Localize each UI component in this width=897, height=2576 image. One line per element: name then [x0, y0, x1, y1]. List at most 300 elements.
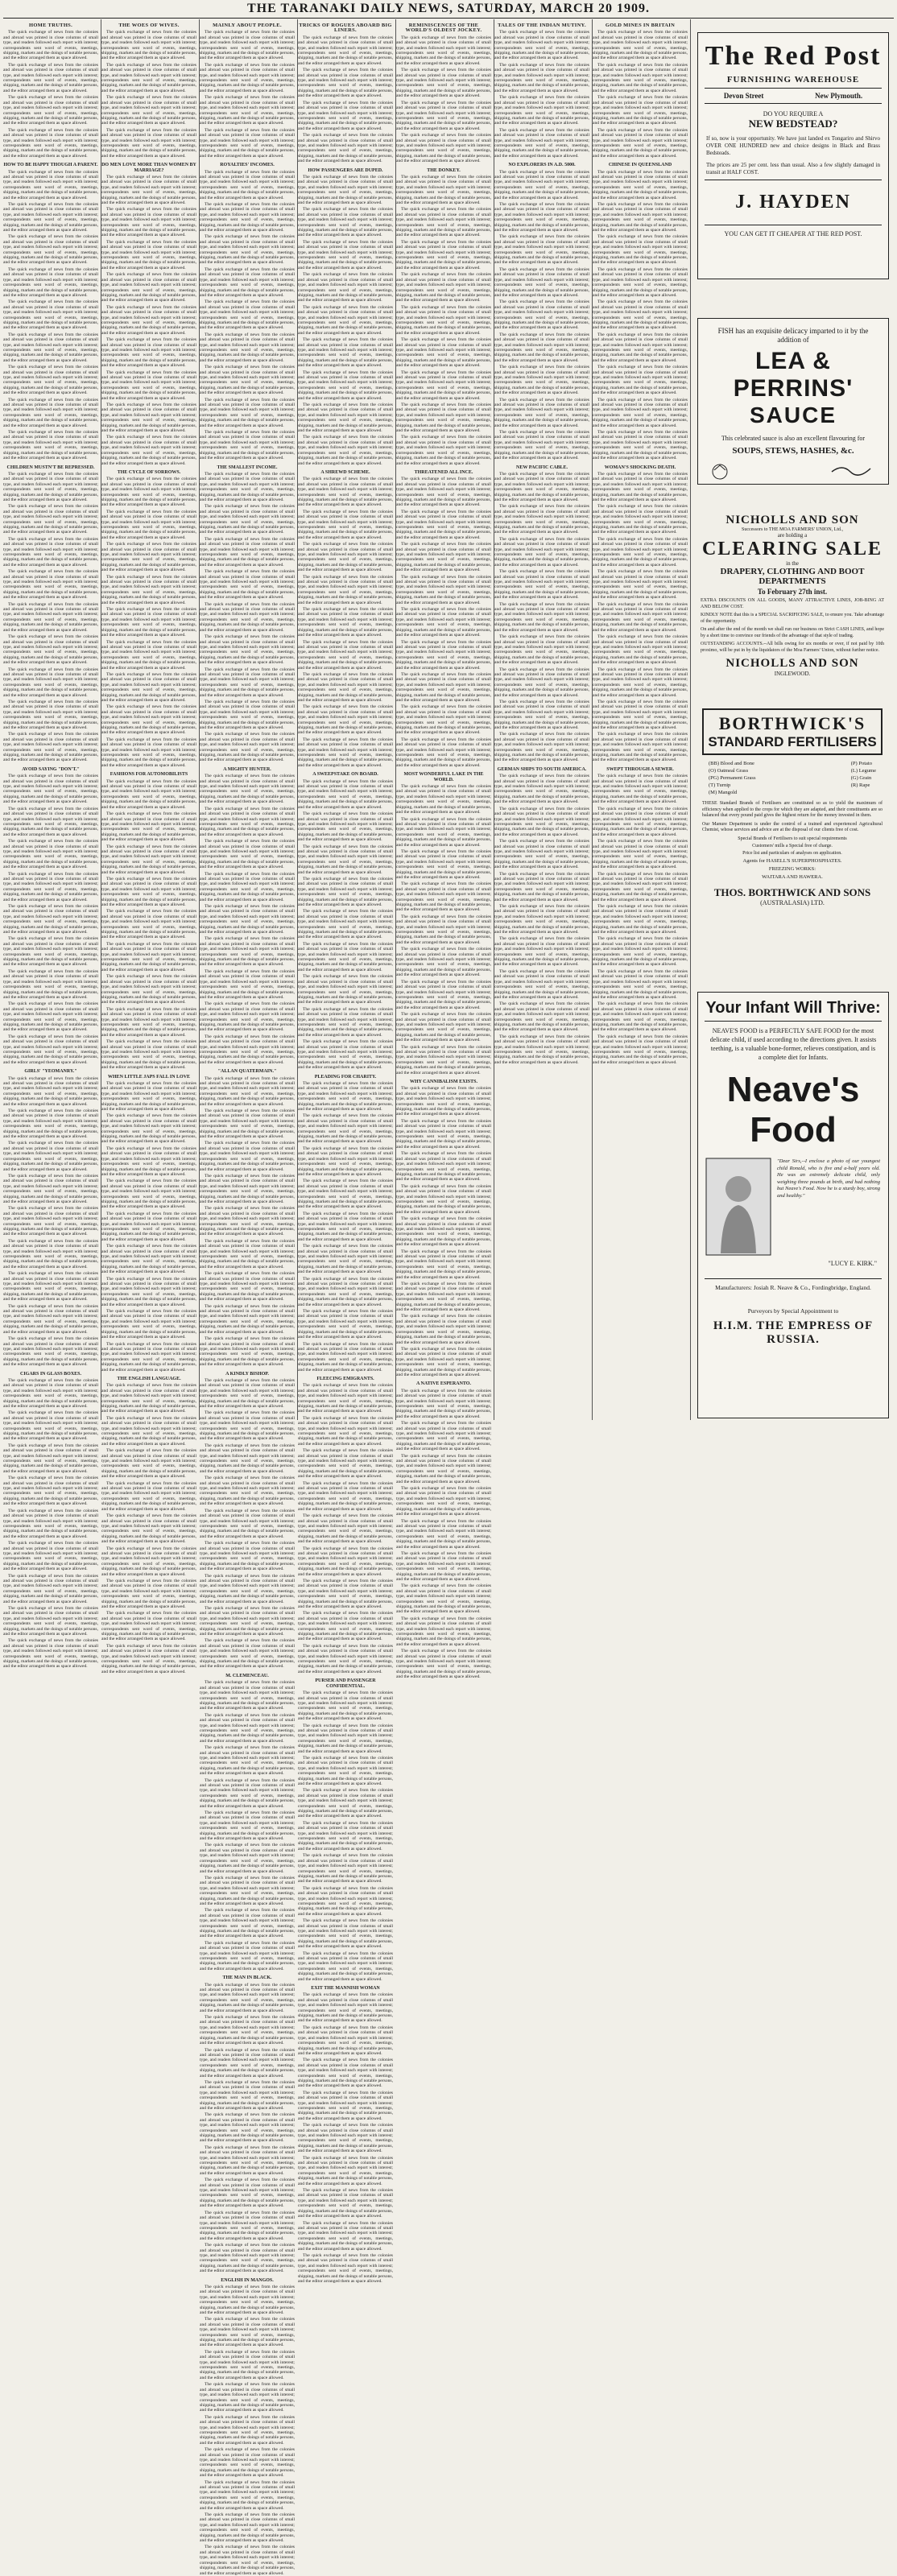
neaves-royal: H.I.M. THE EMPRESS OF RUSSIA.: [713, 1319, 874, 1346]
fertiliser-item: (R) Rape: [850, 782, 870, 788]
borthwick-p8: WAITARA AND HAWERA.: [762, 873, 823, 880]
section-heading: PLEADING FOR CHARITY.: [314, 1074, 377, 1080]
article-paragraph: The quick exchange of news from the colonies and abroad was printed in close columns of small type, and readers followed each report with interest; correspondents sent word of events, meetings, shipping, markets and the doings of notable persons, and the editor arranged them as space allowed.: [593, 839, 688, 870]
article-paragraph: The quick exchange of news from the colonies and abroad was printed in close columns of small type, and readers followed each report with interest; correspondents sent word of events, meetings, shipping, markets and the doings of notable persons, and the editor arranged them as space allowed.: [200, 2512, 295, 2544]
article-paragraph: The quick exchange of news from the colonies and abroad was printed in close columns of small type, and readers followed each report with interest; correspondents sent word of events, meetings, shipping, markets and the doings of notable persons, and the editor arranged them as space allowed.: [200, 1745, 295, 1777]
article-paragraph: The quick exchange of news from the colonies and abroad was printed in close columns of small type, and readers followed each report with interest; correspondents sent word of events, meetings, shipping, markets and the doings of notable persons, and the editor arranged them as space allowed.: [3, 397, 98, 428]
article-paragraph: The quick exchange of news from the colonies and abroad was printed in close columns of small type, and readers followed each report with interest; correspondents sent word of events, meetings, shipping, markets and the doings of notable persons, and the editor arranged them as space allowed.: [200, 1377, 295, 1409]
article-paragraph: The quick exchange of news from the colonies and abroad was printed in close columns of small type, and readers followed each report with interest; correspondents sent word of events, meetings, shipping, markets and the doings of notable persons, and the editor arranged them as space allowed.: [298, 2123, 393, 2154]
article-paragraph: The quick exchange of news from the colonies and abroad was printed in close columns of small type, and readers followed each report with interest; correspondents sent word of events, meetings, shipping, markets and the doings of notable persons, and the editor arranged them as space allowed.: [298, 909, 393, 940]
article-paragraph: The quick exchange of news from the colonies and abroad was printed in close columns of small type, and readers followed each report with interest; correspondents sent word of events, meetings, shipping, markets and the doings of notable persons, and the editor arranged them as space allowed.: [101, 1081, 196, 1113]
article-paragraph: The quick exchange of news from the colonies and abroad was printed in close columns of small type, and readers followed each report with interest; correspondents sent word of events, meetings, shipping, markets and the doings of notable persons, and the editor arranged them as space allowed.: [298, 2188, 393, 2219]
article-paragraph: The quick exchange of news from the colonies and abroad was printed in close columns of small type, and readers followed each report with interest; correspondents sent word of events, meetings, shipping, markets and the doings of notable persons, and the editor arranged them as space allowed.: [396, 1550, 491, 1582]
column-rule: [297, 19, 298, 1420]
article-paragraph: The quick exchange of news from the colonies and abroad was printed in close columns of small type, and readers followed each report with interest; correspondents sent word of events, meetings, shipping, markets and the doings of notable persons, and the editor arranged them as space allowed.: [396, 1012, 491, 1043]
article-paragraph: The quick exchange of news from the colonies and abroad was printed in close columns of small type, and readers followed each report with interest; correspondents sent word of events, meetings, shipping, markets and the doings of notable persons, and the editor arranged them as space allowed.: [494, 95, 589, 126]
article-paragraph: The quick exchange of news from the colonies and abroad was printed in close columns of small type, and readers followed each report with interest; correspondents sent word of events, meetings, shipping, markets and the doings of notable persons, and the editor arranged them as space allowed.: [593, 667, 688, 698]
section-heading: SWEPT THROUGH A SEWER.: [606, 766, 674, 772]
article-paragraph: The quick exchange of news from the colonies and abroad was printed in close columns of small type, and readers followed each report with interest; correspondents sent word of events, meetings, shipping, markets and the doings of notable persons, and the editor arranged them as space allowed.: [200, 2047, 295, 2079]
article-paragraph: The quick exchange of news from the colonies and abroad was printed in close columns of small type, and readers followed each report with interest; correspondents sent word of events, meetings, shipping, markets and the doings of notable persons, and the editor arranged them as space allowed.: [298, 1578, 393, 1609]
article-paragraph: The quick exchange of news from the colonies and abroad was printed in close columns of small type, and readers followed each report with interest; correspondents sent word of events, meetings, shipping, markets and the doings of notable persons, and the editor arranged them as space allowed.: [396, 35, 491, 66]
article-paragraph: The quick exchange of news from the colonies and abroad was printed in close columns of small type, and readers followed each report with interest; correspondents sent word of events, meetings, shipping, markets and the doings of notable persons, and the editor arranged them as space allowed.: [298, 1081, 393, 1113]
red-post-foot: YOU CAN GET IT CHEAPER AT THE RED POST.: [724, 230, 862, 237]
article-paragraph: The quick exchange of news from the colonies and abroad was printed in close columns of small type, and readers followed each report with interest; correspondents sent word of events, meetings, shipping, markets and the doings of notable persons, and the editor arranged them as space allowed.: [3, 1508, 98, 1539]
article-paragraph: The quick exchange of news from the colonies and abroad was printed in close columns of small type, and readers followed each report with interest; correspondents sent word of events, meetings, shipping, markets and the doings of notable persons, and the editor arranged them as space allowed.: [298, 2220, 393, 2252]
section-heading: CIGARS IN GLASS BOXES.: [19, 1371, 82, 1377]
article-paragraph: The quick exchange of news from the colonies and abroad was printed in close columns of small type, and readers followed each report with interest; correspondents sent word of events, meetings, shipping, markets and the doings of notable persons, and the editor arranged them as space allowed.: [298, 2025, 393, 2056]
article-paragraph: The quick exchange of news from the colonies and abroad was printed in close columns of small type, and readers followed each report with interest; correspondents sent word of events, meetings, shipping, markets and the doings of notable persons, and the editor arranged them as space allowed.: [101, 207, 196, 238]
article-paragraph: The quick exchange of news from the colonies and abroad was printed in close columns of small type, and readers followed each report with interest; correspondents sent word of events, meetings, shipping, markets and the doings of notable persons, and the editor arranged them as space allowed.: [200, 904, 295, 935]
news-column: [593, 21, 688, 1420]
article-paragraph: The quick exchange of news from the colonies and abroad was printed in close columns of small type, and readers followed each report with interest; correspondents sent word of events, meetings, shipping, markets and the doings of notable persons, and the editor arranged them as space allowed.: [3, 806, 98, 837]
article-paragraph: The quick exchange of news from the colonies and abroad was printed in close columns of small type, and readers followed each report with interest; correspondents sent word of events, meetings, shipping, markets and the doings of notable persons, and the editor arranged them as space allowed.: [3, 299, 98, 331]
article-paragraph: The quick exchange of news from the colonies and abroad was printed in close columns of small type, and readers followed each report with interest; correspondents sent word of events, meetings, shipping, markets and the doings of notable persons, and the editor arranged them as space allowed.: [3, 471, 98, 502]
article-paragraph: The quick exchange of news from the colonies and abroad was printed in close columns of small type, and readers followed each report with interest; correspondents sent word of events, meetings, shipping, markets and the doings of notable persons, and the editor arranged them as space allowed.: [298, 974, 393, 1005]
article-paragraph: The quick exchange of news from the colonies and abroad was printed in close columns of small type, and readers followed each report with interest; correspondents sent word of events, meetings, shipping, markets and the doings of notable persons, and the editor arranged them as space allowed.: [298, 1448, 393, 1480]
article-paragraph: The quick exchange of news from the colonies and abroad was printed in close columns of small type, and readers followed each report with interest; correspondents sent word of events, meetings, shipping, markets and the doings of notable persons, and the editor arranged them as space allowed.: [200, 1940, 295, 1971]
section-heading: HOW TO BE HAPPY THOUGH A PARENT.: [3, 163, 98, 168]
signature-icon: [830, 462, 878, 477]
article-paragraph: The quick exchange of news from the colonies and abroad was printed in close columns of small type, and readers followed each report with interest; correspondents sent word of events, meetings, shipping, markets and the doings of notable persons, and the editor arranged them as space allowed.: [298, 1006, 393, 1038]
article-paragraph: The quick exchange of news from the colonies and abroad was printed in close columns of small type, and readers followed each report with interest; correspondents sent word of events, meetings, shipping, markets and the doings of notable persons, and the editor arranged them as space allowed.: [494, 299, 589, 331]
article-paragraph: The quick exchange of news from the colonies and abroad was printed in close columns of small type, and readers followed each report with interest; correspondents sent word of events, meetings, shipping, markets and the doings of notable persons, and the editor arranged them as space allowed.: [396, 914, 491, 945]
article-paragraph: The quick exchange of news from the colonies and abroad was printed in close columns of small type, and readers followed each report with interest; correspondents sent word of events, meetings, shipping, markets and the doings of notable persons, and the editor arranged them as space allowed.: [200, 2284, 295, 2315]
article-paragraph: The quick exchange of news from the colonies and abroad was printed in close columns of small type, and readers followed each report with interest; correspondents sent word of events, meetings, shipping, markets and the doings of notable persons, and the editor arranged them as space allowed.: [593, 266, 688, 298]
article-paragraph: The quick exchange of news from the colonies and abroad was printed in close columns of small type, and readers followed each report with interest; correspondents sent word of events, meetings, shipping, markets and the doings of notable persons, and the editor arranged them as space allowed.: [396, 1282, 491, 1313]
article-paragraph: The quick exchange of news from the colonies and abroad was printed in close columns of small type, and readers followed each report with interest; correspondents sent word of events, meetings, shipping, markets and the doings of notable persons, and the editor arranged them as space allowed.: [101, 909, 196, 940]
article-paragraph: The quick exchange of news from the colonies and abroad was printed in close columns of small type, and readers followed each report with interest; correspondents sent word of events, meetings, shipping, markets and the doings of notable persons, and the editor arranged them as space allowed.: [298, 1951, 393, 1982]
article-paragraph: The quick exchange of news from the colonies and abroad was printed in close columns of small type, and readers followed each report with interest; correspondents sent word of events, meetings, shipping, markets and the doings of notable persons, and the editor arranged them as space allowed.: [298, 737, 393, 768]
article-paragraph: The quick exchange of news from the colonies and abroad was printed in close columns of small type, and readers followed each report with interest; correspondents sent word of events, meetings, shipping, markets and the doings of notable persons, and the editor arranged them as space allowed.: [593, 95, 688, 126]
article-paragraph: The quick exchange of news from the colonies and abroad was printed in close columns of small type, and readers followed each report with interest; correspondents sent word of events, meetings, shipping, markets and the doings of notable persons, and the editor arranged them as space allowed.: [298, 1992, 393, 2024]
article-paragraph: The quick exchange of news from the colonies and abroad was printed in close columns of small type, and readers followed each report with interest; correspondents sent word of events, meetings, shipping, markets and the doings of notable persons, and the editor arranged them as space allowed.: [494, 936, 589, 968]
article-paragraph: The quick exchange of news from the colonies and abroad was printed in close columns of small type, and readers followed each report with interest; correspondents sent word of events, meetings, shipping, markets and the doings of notable persons, and the editor arranged them as space allowed.: [200, 1982, 295, 2013]
article-paragraph: The quick exchange of news from the colonies and abroad was printed in close columns of small type, and readers followed each report with interest; correspondents sent word of events, meetings, shipping, markets and the doings of notable persons, and the editor arranged them as space allowed.: [101, 239, 196, 270]
article-paragraph: The quick exchange of news from the colonies and abroad was printed in close columns of small type, and readers followed each report with interest; correspondents sent word of events, meetings, shipping, markets and the doings of notable persons, and the editor arranged them as space allowed.: [298, 435, 393, 466]
article-paragraph: The quick exchange of news from the colonies and abroad was printed in close columns of small type, and readers followed each report with interest; correspondents sent word of events, meetings, shipping, markets and the doings of notable persons, and the editor arranged them as space allowed.: [298, 100, 393, 131]
article-paragraph: The quick exchange of news from the colonies and abroad was printed in close columns of small type, and readers followed each report with interest; correspondents sent word of events, meetings, shipping, markets and the doings of notable persons, and the editor arranged them as space allowed.: [3, 1410, 98, 1442]
article-paragraph: The quick exchange of news from the colonies and abroad was printed in close columns of small type, and readers followed each report with interest; correspondents sent word of events, meetings, shipping, markets and the doings of notable persons, and the editor arranged them as space allowed.: [298, 1788, 393, 1819]
article-paragraph: The quick exchange of news from the colonies and abroad was printed in close columns of small type, and readers followed each report with interest; correspondents sent word of events, meetings, shipping, markets and the doings of notable persons, and the editor arranged them as space allowed.: [200, 839, 295, 870]
article-paragraph: The quick exchange of news from the colonies and abroad was printed in close columns of small type, and readers followed each report with interest; correspondents sent word of events, meetings, shipping, markets and the doings of notable persons, and the editor arranged them as space allowed.: [3, 1573, 98, 1604]
section-heading: "ALLAN QUATERMAIN.": [217, 1069, 277, 1075]
article-paragraph: The quick exchange of news from the colonies and abroad was printed in close columns of small type, and readers followed each report with interest; correspondents sent word of events, meetings, shipping, markets and the doings of notable persons, and the editor arranged them as space allowed.: [593, 62, 688, 93]
article-paragraph: The quick exchange of news from the colonies and abroad was printed in close columns of small type, and readers followed each report with interest; correspondents sent word of events, meetings, shipping, markets and the doings of notable persons, and the editor arranged them as space allowed.: [200, 1108, 295, 1140]
article-paragraph: The quick exchange of news from the colonies and abroad was printed in close columns of small type, and readers followed each report with interest; correspondents sent word of events, meetings, shipping, markets and the doings of notable persons, and the editor arranged them as space allowed.: [200, 1173, 295, 1204]
section-heading: DO MEN LOVE MORE THAN WOMEN BY MARRIAGE?: [101, 163, 196, 173]
nicholls-advert: [697, 514, 887, 692]
article-paragraph: The quick exchange of news from the colonies and abroad was printed in close columns of small type, and readers followed each report with interest; correspondents sent word of events, meetings, shipping, markets and the doings of notable persons, and the editor arranged them as space allowed.: [494, 667, 589, 698]
column-heading: REMINISCENCES OF THE WORLD'S OLDEST JOCKEY.: [405, 23, 482, 34]
article-paragraph: The quick exchange of news from the colonies and abroad was printed in close columns of small type, and readers followed each report with interest; correspondents sent word of events, meetings, shipping, markets and the doings of notable persons, and the editor arranged them as space allowed.: [101, 30, 196, 61]
article-paragraph: The quick exchange of news from the colonies and abroad was printed in close columns of small type, and readers followed each report with interest; correspondents sent word of events, meetings, shipping, markets and the doings of notable persons, and the editor arranged them as space allowed.: [3, 266, 98, 298]
article-paragraph: The quick exchange of news from the colonies and abroad was printed in close columns of small type, and readers followed each report with interest; correspondents sent word of events, meetings, shipping, markets and the doings of notable persons, and the editor arranged them as space allowed.: [200, 169, 295, 200]
article-paragraph: The quick exchange of news from the colonies and abroad was printed in close columns of small type, and readers followed each report with interest; correspondents sent word of events, meetings, shipping, markets and the doings of notable persons, and the editor arranged them as space allowed.: [200, 2210, 295, 2241]
column-heading: TRICKS OF ROGUES ABOARD BIG LINERS.: [299, 23, 392, 34]
fertiliser-item: (O) Oatmeal Grass: [709, 768, 749, 774]
article-paragraph: The quick exchange of news from the colonies and abroad was printed in close columns of small type, and readers followed each report with interest; correspondents sent word of events, meetings, shipping, markets and the doings of notable persons, and the editor arranged them as space allowed.: [593, 471, 688, 502]
article-paragraph: The quick exchange of news from the colonies and abroad was printed in close columns of small type, and readers followed each report with interest; correspondents sent word of events, meetings, shipping, markets and the doings of notable persons, and the editor arranged them as space allowed.: [298, 1546, 393, 1577]
section-heading: THE ENGLISH LANGUAGE.: [117, 1376, 181, 1381]
article-paragraph: The quick exchange of news from the colonies and abroad was printed in close columns of small type, and readers followed each report with interest; correspondents sent word of events, meetings, shipping, markets and the doings of notable persons, and the editor arranged them as space allowed.: [3, 1141, 98, 1172]
article-paragraph: The quick exchange of news from the colonies and abroad was printed in close columns of small type, and readers followed each report with interest; correspondents sent word of events, meetings, shipping, markets and the doings of notable persons, and the editor arranged them as space allowed.: [298, 811, 393, 843]
fertiliser-item: (L) Legume: [850, 768, 876, 774]
nicholls-p3: On and after the end of the month we shall run our business on Strict CASH LINES, and hope by a short time to convince our friends of the advantage of that style of trading.: [701, 627, 884, 638]
article-paragraph: The quick exchange of news from the colonies and abroad was printed in close columns of small type, and readers followed each report with interest; correspondents sent word of events, meetings, shipping, markets and the doings of notable persons, and the editor arranged them as space allowed.: [101, 844, 196, 875]
article-paragraph: The quick exchange of news from the colonies and abroad was printed in close columns of small type, and readers followed each report with interest; correspondents sent word of events, meetings, shipping, markets and the doings of notable persons, and the editor arranged them as space allowed.: [200, 1075, 295, 1107]
section-heading: GIRLS' "YEOMANRY.": [24, 1069, 77, 1075]
article-paragraph: The quick exchange of news from the colonies and abroad was printed in close columns of small type, and readers followed each report with interest; correspondents sent word of events, meetings, shipping, markets and the doings of notable persons, and the editor arranged them as space allowed.: [494, 266, 589, 298]
article-paragraph: The quick exchange of news from the colonies and abroad was printed in close columns of small type, and readers followed each report with interest; correspondents sent word of events, meetings, shipping, markets and the doings of notable persons, and the editor arranged them as space allowed.: [101, 369, 196, 401]
article-paragraph: The quick exchange of news from the colonies and abroad was printed in close columns of small type, and readers followed each report with interest; correspondents sent word of events, meetings, shipping, markets and the doings of notable persons, and the editor arranged them as space allowed.: [298, 607, 393, 638]
article-paragraph: The quick exchange of news from the colonies and abroad was printed in close columns of small type, and readers followed each report with interest; correspondents sent word of events, meetings, shipping, markets and the doings of notable persons, and the editor arranged them as space allowed.: [494, 1034, 589, 1065]
article-paragraph: The quick exchange of news from the colonies and abroad was printed in close columns of small type, and readers followed each report with interest; correspondents sent word of events, meetings, shipping, markets and the doings of notable persons, and the editor arranged them as space allowed.: [200, 266, 295, 298]
article-paragraph: The quick exchange of news from the colonies and abroad was printed in close columns of small type, and readers followed each report with interest; correspondents sent word of events, meetings, shipping, markets and the doings of notable persons, and the editor arranged them as space allowed.: [200, 1810, 295, 1842]
article-paragraph: The quick exchange of news from the colonies and abroad was printed in close columns of small type, and readers followed each report with interest; correspondents sent word of events, meetings, shipping, markets and the doings of notable persons, and the editor arranged them as space allowed.: [593, 968, 688, 1000]
red-post-body: If so, now is your opportunity. We have just landed ex Tongariro and Shirvo OVER ONE HUNDRED new and choice designs in Black and Brass Bedsteads.: [706, 135, 880, 156]
neaves-head: Your Infant Will Thrive:: [705, 999, 881, 1017]
article-paragraph: The quick exchange of news from the colonies and abroad was printed in close columns of small type, and readers followed each report with interest; correspondents sent word of events, meetings, shipping, markets and the doings of notable persons, and the editor arranged them as space allowed.: [200, 1271, 295, 1302]
article-paragraph: The quick exchange of news from the colonies and abroad was printed in close columns of small type, and readers followed each report with interest; correspondents sent word of events, meetings, shipping, markets and the doings of notable persons, and the editor arranged them as space allowed.: [200, 601, 295, 633]
article-paragraph: The quick exchange of news from the colonies and abroad was printed in close columns of small type, and readers followed each report with interest; correspondents sent word of events, meetings, shipping, markets and the doings of notable persons, and the editor arranged them as space allowed.: [101, 737, 196, 768]
article-paragraph: The quick exchange of news from the colonies and abroad was printed in close columns of small type, and readers followed each report with interest; correspondents sent word of events, meetings, shipping, markets and the doings of notable persons, and the editor arranged them as space allowed.: [298, 369, 393, 401]
article-paragraph: The quick exchange of news from the colonies and abroad was printed in close columns of small type, and readers followed each report with interest; correspondents sent word of events, meetings, shipping, markets and the doings of notable persons, and the editor arranged them as space allowed.: [396, 509, 491, 540]
article-paragraph: The quick exchange of news from the colonies and abroad was printed in close columns of small type, and readers followed each report with interest; correspondents sent word of events, meetings, shipping, markets and the doings of notable persons, and the editor arranged them as space allowed.: [3, 936, 98, 968]
article-paragraph: The quick exchange of news from the colonies and abroad was printed in close columns of small type, and readers followed each report with interest; correspondents sent word of events, meetings, shipping, markets and the doings of notable persons, and the editor arranged them as space allowed.: [101, 1578, 196, 1609]
section-heading: M. CLEMENCEAU.: [225, 1673, 269, 1678]
article-paragraph: The quick exchange of news from the colonies and abroad was printed in close columns of small type, and readers followed each report with interest; correspondents sent word of events, meetings, shipping, markets and the doings of notable persons, and the editor arranged them as space allowed.: [200, 234, 295, 266]
column-heading: HOME TRUTHS.: [28, 23, 73, 28]
article-paragraph: The quick exchange of news from the colonies and abroad was printed in close columns of small type, and readers followed each report with interest; correspondents sent word of events, meetings, shipping, markets and the doings of notable persons, and the editor arranged them as space allowed.: [3, 1377, 98, 1409]
article-paragraph: The quick exchange of news from the colonies and abroad was printed in close columns of small type, and readers followed each report with interest; correspondents sent word of events, meetings, shipping, markets and the doings of notable persons, and the editor arranged them as space allowed.: [101, 127, 196, 159]
article-paragraph: The quick exchange of news from the colonies and abroad was printed in close columns of small type, and readers followed each report with interest; correspondents sent word of events, meetings, shipping, markets and the doings of notable persons, and the editor arranged them as space allowed.: [101, 1244, 196, 1275]
article-paragraph: The quick exchange of news from the colonies and abroad was printed in close columns of small type, and readers followed each report with interest; correspondents sent word of events, meetings, shipping, markets and the doings of notable persons, and the editor arranged them as space allowed.: [396, 477, 491, 508]
article-paragraph: The quick exchange of news from the colonies and abroad was printed in close columns of small type, and readers followed each report with interest; correspondents sent word of events, meetings, shipping, markets and the doings of notable persons, and the editor arranged them as space allowed.: [200, 1680, 295, 1711]
article-paragraph: The quick exchange of news from the colonies and abroad was printed in close columns of small type, and readers followed each report with interest; correspondents sent word of events, meetings, shipping, markets and the doings of notable persons, and the editor arranged them as space allowed.: [200, 365, 295, 396]
article-paragraph: The quick exchange of news from the colonies and abroad was printed in close columns of small type, and readers followed each report with interest; correspondents sent word of events, meetings, shipping, markets and the doings of notable persons, and the editor arranged them as space allowed.: [200, 1875, 295, 1906]
section-heading: EXIT THE MANNISH WOMAN: [311, 1986, 380, 1992]
article-paragraph: The quick exchange of news from the colonies and abroad was printed in close columns of small type, and readers followed each report with interest; correspondents sent word of events, meetings, shipping, markets and the doings of notable persons, and the editor arranged them as space allowed.: [101, 778, 196, 810]
nicholls-p4: OUTSTANDING ACCOUNTS.--All bills owing for six months or over, if not paid by 10th proximo, will be put in by the liquidators of the Moa Farmers' Union, without further notice.: [701, 642, 884, 653]
article-paragraph: The quick exchange of news from the colonies and abroad was printed in close columns of small type, and readers followed each report with interest; correspondents sent word of events, meetings, shipping, markets and the doings of notable persons, and the editor arranged them as space allowed.: [593, 774, 688, 805]
article-paragraph: The quick exchange of news from the colonies and abroad was printed in close columns of small type, and readers followed each report with interest; correspondents sent word of events, meetings, shipping, markets and the doings of notable persons, and the editor arranged them as space allowed.: [200, 2015, 295, 2046]
nicholls-place: INGLEWOOD.: [774, 671, 811, 677]
article-paragraph: The quick exchange of news from the colonies and abroad was printed in close columns of small type, and readers followed each report with interest; correspondents sent word of events, meetings, shipping, markets and the doings of notable persons, and the editor arranged them as space allowed.: [3, 536, 98, 568]
article-paragraph: The quick exchange of news from the colonies and abroad was printed in close columns of small type, and readers followed each report with interest; correspondents sent word of events, meetings, shipping, markets and the doings of notable persons, and the editor arranged them as space allowed.: [494, 471, 589, 502]
article-paragraph: The quick exchange of news from the colonies and abroad was printed in close columns of small type, and readers followed each report with interest; correspondents sent word of events, meetings, shipping, markets and the doings of notable persons, and the editor arranged them as space allowed.: [396, 100, 491, 131]
article-paragraph: The quick exchange of news from the colonies and abroad was printed in close columns of small type, and readers followed each report with interest; correspondents sent word of events, meetings, shipping, markets and the doings of notable persons, and the editor arranged them as space allowed.: [593, 634, 688, 666]
article-paragraph: The quick exchange of news from the colonies and abroad was printed in close columns of small type, and readers followed each report with interest; correspondents sent word of events, meetings, shipping, markets and the doings of notable persons, and the editor arranged them as space allowed.: [593, 430, 688, 461]
article-paragraph: The quick exchange of news from the colonies and abroad was printed in close columns of small type, and readers followed each report with interest; correspondents sent word of events, meetings, shipping, markets and the doings of notable persons, and the editor arranged them as space allowed.: [298, 941, 393, 972]
article-paragraph: The quick exchange of news from the colonies and abroad was printed in close columns of small type, and readers followed each report with interest; correspondents sent word of events, meetings, shipping, markets and the doings of notable persons, and the editor arranged them as space allowed.: [298, 1513, 393, 1545]
borthwick-name: THOS. BORTHWICK AND SONS: [713, 886, 871, 898]
article-paragraph: The quick exchange of news from the colonies and abroad was printed in close columns of small type, and readers followed each report with interest; correspondents sent word of events, meetings, shipping, markets and the doings of notable persons, and the editor arranged them as space allowed.: [200, 1238, 295, 1269]
article-paragraph: The quick exchange of news from the colonies and abroad was printed in close columns of small type, and readers followed each report with interest; correspondents sent word of events, meetings, shipping, markets and the doings of notable persons, and the editor arranged them as space allowed.: [396, 639, 491, 671]
lea-desc: This celebrated sauce is also an excellent flavouring for: [721, 435, 866, 442]
article-paragraph: The quick exchange of news from the colonies and abroad was printed in close columns of small type, and readers followed each report with interest; correspondents sent word of events, meetings, shipping, markets and the doings of notable persons, and the editor arranged them as space allowed.: [200, 471, 295, 502]
article-paragraph: The quick exchange of news from the colonies and abroad was printed in close columns of small type, and readers followed each report with interest; correspondents sent word of events, meetings, shipping, markets and the doings of notable persons, and the editor arranged them as space allowed.: [200, 30, 295, 61]
fertiliser-item: (BB) Blood and Bone: [709, 761, 754, 766]
article-paragraph: The quick exchange of news from the colonies and abroad was printed in close columns of small type, and readers followed each report with interest; correspondents sent word of events, meetings, shipping, markets and the doings of notable persons, and the editor arranged them as space allowed.: [298, 1309, 393, 1340]
article-paragraph: The quick exchange of news from the colonies and abroad was printed in close columns of small type, and readers followed each report with interest; correspondents sent word of events, meetings, shipping, markets and the doings of notable persons, and the editor arranged them as space allowed.: [494, 806, 589, 837]
nicholls-departments: DRAPERY, CLOTHING AND BOOT DEPARTMENTS: [720, 567, 865, 586]
nicholls-name-2: NICHOLLS AND SON: [725, 657, 859, 670]
article-paragraph: The quick exchange of news from the colonies and abroad was printed in close columns of small type, and readers followed each report with interest; correspondents sent word of events, meetings, shipping, markets and the doings of notable persons, and the editor arranged them as space allowed.: [101, 1341, 196, 1373]
neaves-signature: "LUCY E. KIRK.": [828, 1260, 877, 1267]
article-paragraph: The quick exchange of news from the colonies and abroad was printed in close columns of small type, and readers followed each report with interest; correspondents sent word of events, meetings, shipping, markets and the doings of notable persons, and the editor arranged them as space allowed.: [200, 1410, 295, 1442]
article-paragraph: The quick exchange of news from the colonies and abroad was printed in close columns of small type, and readers followed each report with interest; correspondents sent word of events, meetings, shipping, markets and the doings of notable persons, and the editor arranged them as space allowed.: [298, 1383, 393, 1414]
article-paragraph: The quick exchange of news from the colonies and abroad was printed in close columns of small type, and readers followed each report with interest; correspondents sent word of events, meetings, shipping, markets and the doings of notable persons, and the editor arranged them as space allowed.: [3, 1638, 98, 1670]
article-paragraph: The quick exchange of news from the colonies and abroad was printed in close columns of small type, and readers followed each report with interest; correspondents sent word of events, meetings, shipping, markets and the doings of notable persons, and the editor arranged them as space allowed.: [200, 1141, 295, 1172]
article-paragraph: The quick exchange of news from the colonies and abroad was printed in close columns of small type, and readers followed each report with interest; correspondents sent word of events, meetings, shipping, markets and the doings of notable persons, and the editor arranged them as space allowed.: [593, 601, 688, 633]
article-paragraph: The quick exchange of news from the colonies and abroad was printed in close columns of small type, and readers followed each report with interest; correspondents sent word of events, meetings, shipping, markets and the doings of notable persons, and the editor arranged them as space allowed.: [494, 397, 589, 428]
article-paragraph: The quick exchange of news from the colonies and abroad was printed in close columns of small type, and readers followed each report with interest; correspondents sent word of events, meetings, shipping, markets and the doings of notable persons, and the editor arranged them as space allowed.: [101, 1179, 196, 1210]
article-paragraph: The quick exchange of news from the colonies and abroad was printed in close columns of small type, and readers followed each report with interest; correspondents sent word of events, meetings, shipping, markets and the doings of notable persons, and the editor arranged them as space allowed.: [3, 1173, 98, 1204]
lea-perrins-advert: [697, 318, 889, 485]
article-paragraph: The quick exchange of news from the colonies and abroad was printed in close columns of small type, and readers followed each report with interest; correspondents sent word of events, meetings, shipping, markets and the doings of notable persons, and the editor arranged them as space allowed.: [200, 2414, 295, 2446]
article-paragraph: The quick exchange of news from the colonies and abroad was printed in close columns of small type, and readers followed each report with interest; correspondents sent word of events, meetings, shipping, markets and the doings of notable persons, and the editor arranged them as space allowed.: [200, 1001, 295, 1033]
nicholls-till: To February 27th inst.: [757, 588, 828, 596]
article-paragraph: The quick exchange of news from the colonies and abroad was printed in close columns of small type, and readers followed each report with interest; correspondents sent word of events, meetings, shipping, markets and the doings of notable persons, and the editor arranged them as space allowed.: [200, 1541, 295, 1572]
section-heading: CHILDREN MUSTN'T BE REPRESSED.: [6, 464, 95, 470]
article-paragraph: The quick exchange of news from the colonies and abroad was printed in close columns of small type, and readers followed each report with interest; correspondents sent word of events, meetings, shipping, markets and the doings of notable persons, and the editor arranged them as space allowed.: [101, 509, 196, 540]
section-heading: WOMAN'S SHOCKING DEATH.: [604, 464, 676, 470]
section-heading: A SWEEPSTAKE ON BOARD.: [312, 772, 378, 778]
section-heading: THE SMALLEST INCOME.: [217, 464, 278, 470]
article-paragraph: The quick exchange of news from the colonies and abroad was printed in close columns of small type, and readers followed each report with interest; correspondents sent word of events, meetings, shipping, markets and the doings of notable persons, and the editor arranged them as space allowed.: [3, 774, 98, 805]
article-paragraph: The quick exchange of news from the colonies and abroad was printed in close columns of small type, and readers followed each report with interest; correspondents sent word of events, meetings, shipping, markets and the doings of notable persons, and the editor arranged them as space allowed.: [101, 402, 196, 434]
article-paragraph: The quick exchange of news from the colonies and abroad was printed in close columns of small type, and readers followed each report with interest; correspondents sent word of events, meetings, shipping, markets and the doings of notable persons, and the editor arranged them as space allowed.: [101, 574, 196, 605]
article-paragraph: The quick exchange of news from the colonies and abroad was printed in close columns of small type, and readers followed each report with interest; correspondents sent word of events, meetings, shipping, markets and the doings of notable persons, and the editor arranged them as space allowed.: [396, 737, 491, 768]
article-paragraph: The quick exchange of news from the colonies and abroad was printed in close columns of small type, and readers followed each report with interest; correspondents sent word of events, meetings, shipping, markets and the doings of notable persons, and the editor arranged them as space allowed.: [101, 1513, 196, 1545]
fertiliser-list-right: [851, 760, 876, 796]
article-paragraph: The quick exchange of news from the colonies and abroad was printed in close columns of small type, and readers followed each report with interest; correspondents sent word of events, meetings, shipping, markets and the doings of notable persons, and the editor arranged them as space allowed.: [593, 169, 688, 200]
article-paragraph: The quick exchange of news from the colonies and abroad was printed in close columns of small type, and readers followed each report with interest; correspondents sent word of events, meetings, shipping, markets and the doings of notable persons, and the editor arranged them as space allowed.: [298, 1755, 393, 1786]
article-paragraph: The quick exchange of news from the colonies and abroad was printed in close columns of small type, and readers followed each report with interest; correspondents sent word of events, meetings, shipping, markets and the doings of notable persons, and the editor arranged them as space allowed.: [396, 239, 491, 270]
article-paragraph: The quick exchange of news from the colonies and abroad was printed in close columns of small type, and readers followed each report with interest; correspondents sent word of events, meetings, shipping, markets and the doings of notable persons, and the editor arranged them as space allowed.: [200, 1843, 295, 1874]
news-column: [494, 21, 589, 1420]
neaves-p1: NEAVE'S FOOD is a PERFECTLY SAFE FOOD for the most delicate child, if used according to the directions given. It assists teething, is a valuable bone-former, relieves constipation, and is a complete diet for Infants.: [709, 1027, 877, 1061]
article-paragraph: The quick exchange of news from the colonies and abroad was printed in close columns of small type, and readers followed each report with interest; correspondents sent word of events, meetings, shipping, markets and the doings of notable persons, and the editor arranged them as space allowed.: [200, 2178, 295, 2209]
article-paragraph: The quick exchange of news from the colonies and abroad was printed in close columns of small type, and readers followed each report with interest; correspondents sent word of events, meetings, shipping, markets and the doings of notable persons, and the editor arranged them as space allowed.: [200, 1508, 295, 1539]
article-paragraph: The quick exchange of news from the colonies and abroad was printed in close columns of small type, and readers followed each report with interest; correspondents sent word of events, meetings, shipping, markets and the doings of notable persons, and the editor arranged them as space allowed.: [3, 365, 98, 396]
article-paragraph: The quick exchange of news from the colonies and abroad was printed in close columns of small type, and readers followed each report with interest; correspondents sent word of events, meetings, shipping, markets and the doings of notable persons, and the editor arranged them as space allowed.: [101, 1643, 196, 1674]
red-post-prices: The prices are 25 per cent. less than usual. Also a few slightly damaged in transit at HALF COST.: [706, 162, 880, 175]
article-paragraph: The quick exchange of news from the colonies and abroad was printed in close columns of small type, and readers followed each report with interest; correspondents sent word of events, meetings, shipping, markets and the doings of notable persons, and the editor arranged them as space allowed.: [396, 1118, 491, 1150]
article-paragraph: The quick exchange of news from the colonies and abroad was printed in close columns of small type, and readers followed each report with interest; correspondents sent word of events, meetings, shipping, markets and the doings of notable persons, and the editor arranged them as space allowed.: [200, 95, 295, 126]
article-paragraph: The quick exchange of news from the colonies and abroad was printed in close columns of small type, and readers followed each report with interest; correspondents sent word of events, meetings, shipping, markets and the doings of notable persons, and the editor arranged them as space allowed.: [494, 968, 589, 1000]
article-paragraph: The quick exchange of news from the colonies and abroad was printed in close columns of small type, and readers followed each report with interest; correspondents sent word of events, meetings, shipping, markets and the doings of notable persons, and the editor arranged them as space allowed.: [101, 1383, 196, 1414]
article-paragraph: The quick exchange of news from the colonies and abroad was printed in close columns of small type, and readers followed each report with interest; correspondents sent word of events, meetings, shipping, markets and the doings of notable persons, and the editor arranged them as space allowed.: [200, 1638, 295, 1670]
article-paragraph: The quick exchange of news from the colonies and abroad was printed in close columns of small type, and readers followed each report with interest; correspondents sent word of events, meetings, shipping, markets and the doings of notable persons, and the editor arranged them as space allowed.: [101, 811, 196, 843]
article-paragraph: The quick exchange of news from the colonies and abroad was printed in close columns of small type, and readers followed each report with interest; correspondents sent word of events, meetings, shipping, markets and the doings of notable persons, and the editor arranged them as space allowed.: [593, 732, 688, 763]
article-paragraph: The quick exchange of news from the colonies and abroad was printed in close columns of small type, and readers followed each report with interest; correspondents sent word of events, meetings, shipping, markets and the doings of notable persons, and the editor arranged them as space allowed.: [298, 1820, 393, 1852]
article-paragraph: The quick exchange of news from the colonies and abroad was printed in close columns of small type, and readers followed each report with interest; correspondents sent word of events, meetings, shipping, markets and the doings of notable persons, and the editor arranged them as space allowed.: [3, 169, 98, 200]
article-paragraph: The quick exchange of news from the colonies and abroad was printed in close columns of small type, and readers followed each report with interest; correspondents sent word of events, meetings, shipping, markets and the doings of notable persons, and the editor arranged them as space allowed.: [101, 1113, 196, 1145]
article-paragraph: The quick exchange of news from the colonies and abroad was printed in close columns of small type, and readers followed each report with interest; correspondents sent word of events, meetings, shipping, markets and the doings of notable persons, and the editor arranged them as space allowed.: [200, 2349, 295, 2380]
child-photo-icon: [706, 1158, 771, 1255]
article-paragraph: The quick exchange of news from the colonies and abroad was printed in close columns of small type, and readers followed each report with interest; correspondents sent word of events, meetings, shipping, markets and the doings of notable persons, and the editor arranged them as space allowed.: [593, 30, 688, 61]
article-paragraph: The quick exchange of news from the colonies and abroad was printed in close columns of small type, and readers followed each report with interest; correspondents sent word of events, meetings, shipping, markets and the doings of notable persons, and the editor arranged them as space allowed.: [298, 704, 393, 736]
article-paragraph: The quick exchange of news from the colonies and abroad was printed in close columns of small type, and readers followed each report with interest; correspondents sent word of events, meetings, shipping, markets and the doings of notable persons, and the editor arranged them as space allowed.: [200, 397, 295, 428]
article-paragraph: The quick exchange of news from the colonies and abroad was printed in close columns of small type, and readers followed each report with interest; correspondents sent word of events, meetings, shipping, markets and the doings of notable persons, and the editor arranged them as space allowed.: [396, 542, 491, 573]
article-paragraph: The quick exchange of news from the colonies and abroad was printed in close columns of small type, and readers followed each report with interest; correspondents sent word of events, meetings, shipping, markets and the doings of notable persons, and the editor arranged them as space allowed.: [3, 1336, 98, 1368]
article-paragraph: The quick exchange of news from the colonies and abroad was printed in close columns of small type, and readers followed each report with interest; correspondents sent word of events, meetings, shipping, markets and the doings of notable persons, and the editor arranged them as space allowed.: [298, 35, 393, 66]
article-paragraph: The quick exchange of news from the colonies and abroad was printed in close columns of small type, and readers followed each report with interest; correspondents sent word of events, meetings, shipping, markets and the doings of notable persons, and the editor arranged them as space allowed.: [200, 2545, 295, 2576]
divider: [705, 103, 882, 104]
article-paragraph: The quick exchange of news from the colonies and abroad was printed in close columns of small type, and readers followed each report with interest; correspondents sent word of events, meetings, shipping, markets and the doings of notable persons, and the editor arranged them as space allowed.: [200, 299, 295, 331]
article-paragraph: The quick exchange of news from the colonies and abroad was printed in close columns of small type, and readers followed each report with interest; correspondents sent word of events, meetings, shipping, markets and the doings of notable persons, and the editor arranged them as space allowed.: [298, 272, 393, 303]
borthwick-p5: Price list and particulars of analyses on application.: [742, 850, 842, 856]
article-paragraph: The quick exchange of news from the colonies and abroad was printed in close columns of small type, and readers followed each report with interest; correspondents sent word of events, meetings, shipping, markets and the doings of notable persons, and the editor arranged them as space allowed.: [101, 941, 196, 972]
article-paragraph: The quick exchange of news from the colonies and abroad was printed in close columns of small type, and readers followed each report with interest; correspondents sent word of events, meetings, shipping, markets and the doings of notable persons, and the editor arranged them as space allowed.: [494, 62, 589, 93]
article-paragraph: The quick exchange of news from the colonies and abroad was printed in close columns of small type, and readers followed each report with interest; correspondents sent word of events, meetings, shipping, markets and the doings of notable persons, and the editor arranged them as space allowed.: [494, 365, 589, 396]
red-post-town: New Plymouth.: [815, 92, 863, 100]
borthwick-sub: STANDARD FERTILISERS: [708, 734, 877, 749]
article-paragraph: The quick exchange of news from the colonies and abroad was printed in close columns of small type, and readers followed each report with interest; correspondents sent word of events, meetings, shipping, markets and the doings of notable persons, and the editor arranged them as space allowed.: [3, 1075, 98, 1107]
article-paragraph: The quick exchange of news from the colonies and abroad was printed in close columns of small type, and readers followed each report with interest; correspondents sent word of events, meetings, shipping, markets and the doings of notable persons, and the editor arranged them as space allowed.: [101, 62, 196, 93]
lea-product: SAUCE: [749, 402, 837, 427]
article-paragraph: The quick exchange of news from the colonies and abroad was printed in close columns of small type, and readers followed each report with interest; correspondents sent word of events, meetings, shipping, markets and the doings of notable persons, and the editor arranged them as space allowed.: [101, 272, 196, 303]
article-paragraph: The quick exchange of news from the colonies and abroad was printed in close columns of small type, and readers followed each report with interest; correspondents sent word of events, meetings, shipping, markets and the doings of notable persons, and the editor arranged them as space allowed.: [200, 2079, 295, 2111]
news-column: [298, 21, 393, 2284]
section-heading: THE DONKEY.: [427, 167, 461, 173]
article-paragraph: The quick exchange of news from the colonies and abroad was printed in close columns of small type, and readers followed each report with interest; correspondents sent word of events, meetings, shipping, markets and the doings of notable persons, and the editor arranged them as space allowed.: [101, 1039, 196, 1071]
borthwick-p6: Agents for HASELL'S SUPERPHOSPHATES.: [742, 857, 842, 864]
article-paragraph: The quick exchange of news from the colonies and abroad was printed in close columns of small type, and readers followed each report with interest; correspondents sent word of events, meetings, shipping, markets and the doings of notable persons, and the editor arranged them as space allowed.: [200, 1206, 295, 1237]
article-paragraph: The quick exchange of news from the colonies and abroad was printed in close columns of small type, and readers followed each report with interest; correspondents sent word of events, meetings, shipping, markets and the doings of notable persons, and the editor arranged them as space allowed.: [3, 1001, 98, 1033]
red-post-advert: [697, 32, 889, 279]
nicholls-p1: EXTRA DISCOUNTS ON ALL GOODS, MANY ATTRACTIVE LINES, JOB-BING AT AND BELOW COST.: [701, 598, 884, 609]
article-paragraph: The quick exchange of news from the colonies and abroad was printed in close columns of small type, and readers followed each report with interest; correspondents sent word of events, meetings, shipping, markets and the doings of notable persons, and the editor arranged them as space allowed.: [298, 133, 393, 164]
article-paragraph: The quick exchange of news from the colonies and abroad was printed in close columns of small type, and readers followed each report with interest; correspondents sent word of events, meetings, shipping, markets and the doings of notable persons, and the editor arranged them as space allowed.: [101, 1480, 196, 1512]
section-heading: GERMAN SHIPS TO SOUTH AMERICA.: [497, 766, 587, 772]
article-paragraph: The quick exchange of news from the colonies and abroad was printed in close columns of small type, and readers followed each report with interest; correspondents sent word of events, meetings, shipping, markets and the doings of notable persons, and the editor arranged them as space allowed.: [101, 1448, 196, 1480]
article-paragraph: The quick exchange of news from the colonies and abroad was printed in close columns of small type, and readers followed each report with interest; correspondents sent word of events, meetings, shipping, markets and the doings of notable persons, and the editor arranged them as space allowed.: [200, 1573, 295, 1604]
article-paragraph: The quick exchange of news from the colonies and abroad was printed in close columns of small type, and readers followed each report with interest; correspondents sent word of events, meetings, shipping, markets and the doings of notable persons, and the editor arranged them as space allowed.: [3, 1108, 98, 1140]
article-paragraph: The quick exchange of news from the colonies and abroad was printed in close columns of small type, and readers followed each report with interest; correspondents sent word of events, meetings, shipping, markets and the doings of notable persons, and the editor arranged them as space allowed.: [298, 639, 393, 671]
article-paragraph: The quick exchange of news from the colonies and abroad was printed in close columns of small type, and readers followed each report with interest; correspondents sent word of events, meetings, shipping, markets and the doings of notable persons, and the editor arranged them as space allowed.: [396, 848, 491, 880]
article-paragraph: The quick exchange of news from the colonies and abroad was printed in close columns of small type, and readers followed each report with interest; correspondents sent word of events, meetings, shipping, markets and the doings of notable persons, and the editor arranged them as space allowed.: [200, 569, 295, 601]
article-paragraph: The quick exchange of news from the colonies and abroad was printed in close columns of small type, and readers followed each report with interest; correspondents sent word of events, meetings, shipping, markets and the doings of notable persons, and the editor arranged them as space allowed.: [200, 1908, 295, 1939]
article-paragraph: The quick exchange of news from the colonies and abroad was printed in close columns of small type, and readers followed each report with interest; correspondents sent word of events, meetings, shipping, markets and the doings of notable persons, and the editor arranged them as space allowed.: [494, 699, 589, 730]
article-paragraph: The quick exchange of news from the colonies and abroad was printed in close columns of small type, and readers followed each report with interest; correspondents sent word of events, meetings, shipping, markets and the doings of notable persons, and the editor arranged them as space allowed.: [298, 671, 393, 703]
column-heading: MAINLY ABOUT PEOPLE.: [213, 23, 282, 28]
divider: [705, 1278, 882, 1279]
article-paragraph: The quick exchange of news from the colonies and abroad was printed in close columns of small type, and readers followed each report with interest; correspondents sent word of events, meetings, shipping, markets and the doings of notable persons, and the editor arranged them as space allowed.: [200, 699, 295, 730]
article-paragraph: The quick exchange of news from the colonies and abroad was printed in close columns of small type, and readers followed each report with interest; correspondents sent word of events, meetings, shipping, markets and the doings of notable persons, and the editor arranged them as space allowed.: [593, 127, 688, 159]
nicholls-name: NICHOLLS AND SON: [725, 514, 859, 526]
article-paragraph: The quick exchange of news from the colonies and abroad was printed in close columns of small type, and readers followed each report with interest; correspondents sent word of events, meetings, shipping, markets and the doings of notable persons, and the editor arranged them as space allowed.: [494, 504, 589, 535]
article-paragraph: The quick exchange of news from the colonies and abroad was printed in close columns of small type, and readers followed each report with interest; correspondents sent word of events, meetings, shipping, markets and the doings of notable persons, and the editor arranged them as space allowed.: [298, 1415, 393, 1447]
article-paragraph: The quick exchange of news from the colonies and abroad was printed in close columns of small type, and readers followed each report with interest; correspondents sent word of events, meetings, shipping, markets and the doings of notable persons, and the editor arranged them as space allowed.: [101, 174, 196, 205]
section-heading: THE CYCLE OF SORROWS.: [117, 469, 181, 475]
borthwick-p4: Customers' mills a Special free of charge.: [752, 843, 833, 848]
article-paragraph: The quick exchange of news from the colonies and abroad was printed in close columns of small type, and readers followed each report with interest; correspondents sent word of events, meetings, shipping, markets and the doings of notable persons, and the editor arranged them as space allowed.: [200, 806, 295, 837]
article-paragraph: The quick exchange of news from the colonies and abroad was printed in close columns of small type, and readers followed each report with interest; correspondents sent word of events, meetings, shipping, markets and the doings of notable persons, and the editor arranged them as space allowed.: [200, 2382, 295, 2413]
column-rule: [592, 19, 593, 1420]
article-paragraph: The quick exchange of news from the colonies and abroad was printed in close columns of small type, and readers followed each report with interest; correspondents sent word of events, meetings, shipping, markets and the doings of notable persons, and the editor arranged them as space allowed.: [396, 1453, 491, 1484]
article-paragraph: The quick exchange of news from the colonies and abroad was printed in close columns of small type, and readers followed each report with interest; correspondents sent word of events, meetings, shipping, markets and the doings of notable persons, and the editor arranged them as space allowed.: [298, 1179, 393, 1210]
article-paragraph: The quick exchange of news from the colonies and abroad was printed in close columns of small type, and readers followed each report with interest; correspondents sent word of events, meetings, shipping, markets and the doings of notable persons, and the editor arranged them as space allowed.: [298, 1723, 393, 1754]
article-paragraph: The quick exchange of news from the colonies and abroad was printed in close columns of small type, and readers followed each report with interest; correspondents sent word of events, meetings, shipping, markets and the doings of notable persons, and the editor arranged them as space allowed.: [101, 304, 196, 336]
article-paragraph: The quick exchange of news from the colonies and abroad was printed in close columns of small type, and readers followed each report with interest; correspondents sent word of events, meetings, shipping, markets and the doings of notable persons, and the editor arranged them as space allowed.: [200, 1606, 295, 1637]
article-paragraph: The quick exchange of news from the colonies and abroad was printed in close columns of small type, and readers followed each report with interest; correspondents sent word of events, meetings, shipping, markets and the doings of notable persons, and the editor arranged them as space allowed.: [593, 1001, 688, 1033]
article-paragraph: The quick exchange of news from the colonies and abroad was printed in close columns of small type, and readers followed each report with interest; correspondents sent word of events, meetings, shipping, markets and the doings of notable persons, and the editor arranged them as space allowed.: [101, 607, 196, 638]
column-rule: [690, 19, 691, 1420]
article-paragraph: The quick exchange of news from the colonies and abroad was printed in close columns of small type, and readers followed each report with interest; correspondents sent word of events, meetings, shipping, markets and the doings of notable persons, and the editor arranged them as space allowed.: [396, 784, 491, 815]
article-paragraph: The quick exchange of news from the colonies and abroad was printed in close columns of small type, and readers followed each report with interest; correspondents sent word of events, meetings, shipping, markets and the doings of notable persons, and the editor arranged them as space allowed.: [298, 1690, 393, 1722]
article-paragraph: The quick exchange of news from the colonies and abroad was printed in close columns of small type, and readers followed each report with interest; correspondents sent word of events, meetings, shipping, markets and the doings of notable persons, and the editor arranged them as space allowed.: [298, 844, 393, 875]
article-paragraph: The quick exchange of news from the colonies and abroad was printed in close columns of small type, and readers followed each report with interest; correspondents sent word of events, meetings, shipping, markets and the doings of notable persons, and the editor arranged them as space allowed.: [3, 332, 98, 363]
article-paragraph: The quick exchange of news from the colonies and abroad was printed in close columns of small type, and readers followed each report with interest; correspondents sent word of events, meetings, shipping, markets and the doings of notable persons, and the editor arranged them as space allowed.: [396, 68, 491, 99]
article-paragraph: The quick exchange of news from the colonies and abroad was printed in close columns of small type, and readers followed each report with interest; correspondents sent word of events, meetings, shipping, markets and the doings of notable persons, and the editor arranged them as space allowed.: [3, 1206, 98, 1237]
article-paragraph: The quick exchange of news from the colonies and abroad was printed in close columns of small type, and readers followed each report with interest; correspondents sent word of events, meetings, shipping, markets and the doings of notable persons, and the editor arranged them as space allowed.: [396, 1583, 491, 1615]
article-paragraph: The quick exchange of news from the colonies and abroad was printed in close columns of small type, and readers followed each report with interest; correspondents sent word of events, meetings, shipping, markets and the doings of notable persons, and the editor arranged them as space allowed.: [396, 574, 491, 605]
article-paragraph: The quick exchange of news from the colonies and abroad was printed in close columns of small type, and readers followed each report with interest; correspondents sent word of events, meetings, shipping, markets and the doings of notable persons, and the editor arranged them as space allowed.: [494, 169, 589, 200]
article-paragraph: The quick exchange of news from the colonies and abroad was printed in close columns of small type, and readers followed each report with interest; correspondents sent word of events, meetings, shipping, markets and the doings of notable persons, and the editor arranged them as space allowed.: [298, 2090, 393, 2121]
article-paragraph: The quick exchange of news from the colonies and abroad was printed in close columns of small type, and readers followed each report with interest; correspondents sent word of events, meetings, shipping, markets and the doings of notable persons, and the editor arranged them as space allowed.: [298, 542, 393, 573]
section-heading: WHEN LITTLE JAPS FALL IN LOVE: [107, 1074, 191, 1080]
article-paragraph: The quick exchange of news from the colonies and abroad was printed in close columns of small type, and readers followed each report with interest; correspondents sent word of events, meetings, shipping, markets and the doings of notable persons, and the editor arranged them as space allowed.: [298, 477, 393, 508]
article-paragraph: The quick exchange of news from the colonies and abroad was printed in close columns of small type, and readers followed each report with interest; correspondents sent word of events, meetings, shipping, markets and the doings of notable persons, and the editor arranged them as space allowed.: [3, 234, 98, 266]
article-paragraph: The quick exchange of news from the colonies and abroad was printed in close columns of small type, and readers followed each report with interest; correspondents sent word of events, meetings, shipping, markets and the doings of notable persons, and the editor arranged them as space allowed.: [396, 174, 491, 205]
article-paragraph: The quick exchange of news from the colonies and abroad was printed in close columns of small type, and readers followed each report with interest; correspondents sent word of events, meetings, shipping, markets and the doings of notable persons, and the editor arranged them as space allowed.: [3, 30, 98, 61]
article-paragraph: The quick exchange of news from the colonies and abroad was printed in close columns of small type, and readers followed each report with interest; correspondents sent word of events, meetings, shipping, markets and the doings of notable persons, and the editor arranged them as space allowed.: [494, 601, 589, 633]
article-paragraph: The quick exchange of news from the colonies and abroad was printed in close columns of small type, and readers followed each report with interest; correspondents sent word of events, meetings, shipping, markets and the doings of notable persons, and the editor arranged them as space allowed.: [298, 1918, 393, 1950]
article-paragraph: The quick exchange of news from the colonies and abroad was printed in close columns of small type, and readers followed each report with interest; correspondents sent word of events, meetings, shipping, markets and the doings of notable persons, and the editor arranged them as space allowed.: [101, 704, 196, 736]
article-paragraph: The quick exchange of news from the colonies and abroad was printed in close columns of small type, and readers followed each report with interest; correspondents sent word of events, meetings, shipping, markets and the doings of notable persons, and the editor arranged them as space allowed.: [298, 1853, 393, 1885]
red-post-question: DO YOU REQUIRE A: [763, 110, 824, 118]
article-paragraph: The quick exchange of news from the colonies and abroad was printed in close columns of small type, and readers followed each report with interest; correspondents sent word of events, meetings, shipping, markets and the doings of notable persons, and the editor arranged them as space allowed.: [200, 871, 295, 902]
fertiliser-item: (PG) Permanent Grass: [709, 775, 756, 781]
article-paragraph: The quick exchange of news from the colonies and abroad was printed in close columns of small type, and readers followed each report with interest; correspondents sent word of events, meetings, shipping, markets and the doings of notable persons, and the editor arranged them as space allowed.: [593, 332, 688, 363]
article-paragraph: The quick exchange of news from the colonies and abroad was printed in close columns of small type, and readers followed each report with interest; correspondents sent word of events, meetings, shipping, markets and the doings of notable persons, and the editor arranged them as space allowed.: [101, 542, 196, 573]
fertiliser-list-left: [709, 760, 756, 796]
article-paragraph: The quick exchange of news from the colonies and abroad was printed in close columns of small type, and readers followed each report with interest; correspondents sent word of events, meetings, shipping, markets and the doings of notable persons, and the editor arranged them as space allowed.: [494, 871, 589, 902]
article-paragraph: The quick exchange of news from the colonies and abroad was printed in close columns of small type, and readers followed each report with interest; correspondents sent word of events, meetings, shipping, markets and the doings of notable persons, and the editor arranged them as space allowed.: [200, 127, 295, 159]
article-paragraph: The quick exchange of news from the colonies and abroad was printed in close columns of small type, and readers followed each report with interest; correspondents sent word of events, meetings, shipping, markets and the doings of notable persons, and the editor arranged them as space allowed.: [593, 536, 688, 568]
section-heading: NEW PACIFIC CABLE.: [516, 464, 568, 470]
article-paragraph: The quick exchange of news from the colonies and abroad was printed in close columns of small type, and readers followed each report with interest; correspondents sent word of events, meetings, shipping, markets and the doings of notable persons, and the editor arranged them as space allowed.: [396, 947, 491, 978]
article-paragraph: The quick exchange of news from the colonies and abroad was printed in close columns of small type, and readers followed each report with interest; correspondents sent word of events, meetings, shipping, markets and the doings of notable persons, and the editor arranged them as space allowed.: [101, 974, 196, 1005]
article-paragraph: The quick exchange of news from the colonies and abroad was printed in close columns of small type, and readers followed each report with interest; correspondents sent word of events, meetings, shipping, markets and the doings of notable persons, and the editor arranged them as space allowed.: [494, 30, 589, 61]
article-paragraph: The quick exchange of news from the colonies and abroad was printed in close columns of small type, and readers followed each report with interest; correspondents sent word of events, meetings, shipping, markets and the doings of notable persons, and the editor arranged them as space allowed.: [298, 337, 393, 369]
article-paragraph: The quick exchange of news from the colonies and abroad was printed in close columns of small type, and readers followed each report with interest; correspondents sent word of events, meetings, shipping, markets and the doings of notable persons, and the editor arranged them as space allowed.: [200, 1303, 295, 1335]
article-paragraph: The quick exchange of news from the colonies and abroad was printed in close columns of small type, and readers followed each report with interest; correspondents sent word of events, meetings, shipping, markets and the doings of notable persons, and the editor arranged them as space allowed.: [101, 876, 196, 907]
article-paragraph: The quick exchange of news from the colonies and abroad was printed in close columns of small type, and readers followed each report with interest; correspondents sent word of events, meetings, shipping, markets and the doings of notable persons, and the editor arranged them as space allowed.: [298, 1341, 393, 1373]
article-paragraph: The quick exchange of news from the colonies and abroad was printed in close columns of small type, and readers followed each report with interest; correspondents sent word of events, meetings, shipping, markets and the doings of notable persons, and the editor arranged them as space allowed.: [3, 569, 98, 601]
article-paragraph: The quick exchange of news from the colonies and abroad was printed in close columns of small type, and readers followed each report with interest; correspondents sent word of events, meetings, shipping, markets and the doings of notable persons, and the editor arranged them as space allowed.: [298, 876, 393, 907]
section-heading: AVOID SAYING "DON'T.": [22, 766, 80, 772]
article-paragraph: The quick exchange of news from the colonies and abroad was printed in close columns of small type, and readers followed each report with interest; correspondents sent word of events, meetings, shipping, markets and the doings of notable persons, and the editor arranged them as space allowed.: [593, 871, 688, 902]
article-paragraph: The quick exchange of news from the colonies and abroad was printed in close columns of small type, and readers followed each report with interest; correspondents sent word of events, meetings, shipping, markets and the doings of notable persons, and the editor arranged them as space allowed.: [200, 430, 295, 461]
borthwick-advert: [697, 708, 887, 955]
news-column: [200, 21, 295, 2576]
article-paragraph: The quick exchange of news from the colonies and abroad was printed in close columns of small type, and readers followed each report with interest; correspondents sent word of events, meetings, shipping, markets and the doings of notable persons, and the editor arranged them as space allowed.: [101, 639, 196, 671]
nicholls-holding: are holding a: [777, 532, 808, 539]
article-paragraph: The quick exchange of news from the colonies and abroad was printed in close columns of small type, and readers followed each report with interest; correspondents sent word of events, meetings, shipping, markets and the doings of notable persons, and the editor arranged them as space allowed.: [396, 337, 491, 369]
news-column: [101, 21, 196, 1674]
article-paragraph: The quick exchange of news from the colonies and abroad was printed in close columns of small type, and readers followed each report with interest; correspondents sent word of events, meetings, shipping, markets and the doings of notable persons, and the editor arranged them as space allowed.: [200, 1777, 295, 1809]
article-paragraph: The quick exchange of news from the colonies and abroad was printed in close columns of small type, and readers followed each report with interest; correspondents sent word of events, meetings, shipping, markets and the doings of notable persons, and the editor arranged them as space allowed.: [298, 1113, 393, 1145]
section-heading: A SHREWD SCHEME.: [320, 469, 370, 475]
article-paragraph: The quick exchange of news from the colonies and abroad was printed in close columns of small type, and readers followed each report with interest; correspondents sent word of events, meetings, shipping, markets and the doings of notable persons, and the editor arranged them as space allowed.: [494, 234, 589, 266]
article-paragraph: The quick exchange of news from the colonies and abroad was printed in close columns of small type, and readers followed each report with interest; correspondents sent word of events, meetings, shipping, markets and the doings of notable persons, and the editor arranged them as space allowed.: [396, 1518, 491, 1550]
article-paragraph: The quick exchange of news from the colonies and abroad was printed in close columns of small type, and readers followed each report with interest; correspondents sent word of events, meetings, shipping, markets and the doings of notable persons, and the editor arranged them as space allowed.: [396, 671, 491, 703]
red-post-name: J. HAYDEN: [735, 192, 851, 213]
fertiliser-item: (G) Grain: [850, 775, 872, 781]
